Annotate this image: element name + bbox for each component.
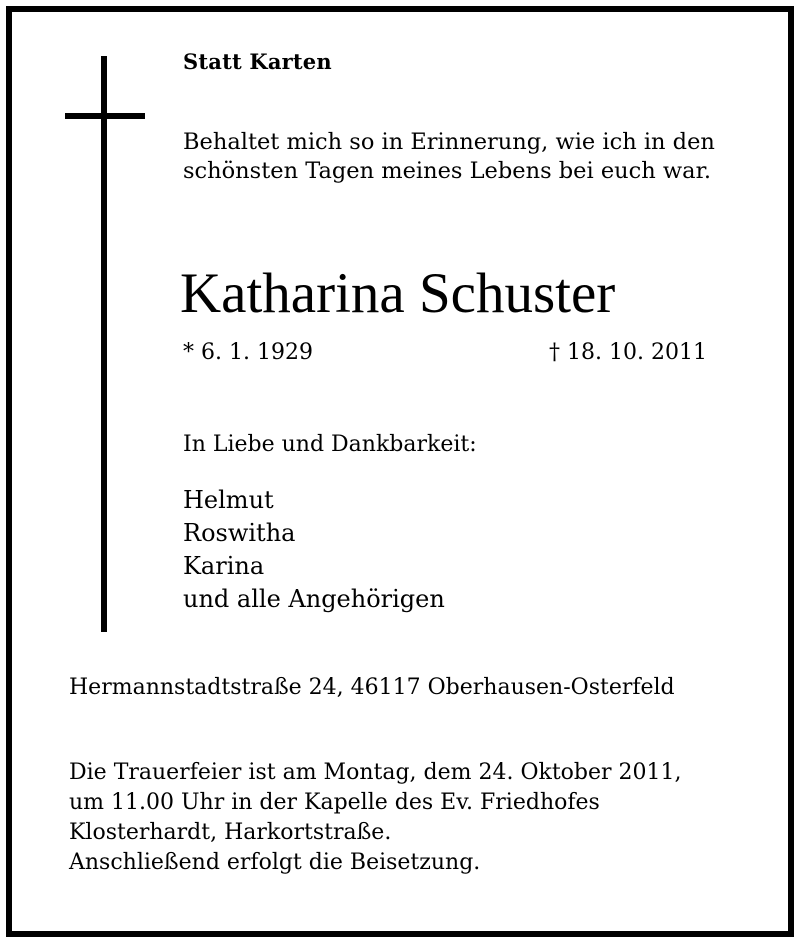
service-line: Anschließend erfolgt die Beisetzung. [69,850,481,875]
cross-horizontal-bar [65,113,145,119]
mourner-name: Helmut [183,486,274,514]
deceased-name: Katharina Schuster [180,262,616,325]
mourner-name: Karina [183,552,265,580]
quote-line: Behaltet mich so in Erinnerung, wie ich in den [183,129,715,155]
notice-header: Statt Karten [183,49,332,74]
family-address: Hermannstadtstraße 24, 46117 Oberhausen-Osterfeld [69,675,675,700]
cross-vertical-bar [101,56,107,632]
service-line: Klosterhardt, Harkortstraße. [69,820,392,845]
funeral-service-info [69,758,682,878]
memorial-quote [183,128,715,186]
birth-date: * 6. 1. 1929 [183,340,313,365]
mourners-list [183,484,445,616]
quote-line: schönsten Tagen meines Lebens bei euch war. [183,158,712,184]
service-line: um 11.00 Uhr in der Kapelle des Ev. Friedhofes [69,790,600,815]
death-date: † 18. 10. 2011 [549,340,707,365]
service-line: Die Trauerfeier ist am Montag, dem 24. Oktober 2011, [69,760,682,785]
dedication-line: In Liebe und Dankbarkeit: [183,432,477,457]
mourner-name: und alle Angehörigen [183,585,445,613]
mourner-name: Roswitha [183,519,296,547]
